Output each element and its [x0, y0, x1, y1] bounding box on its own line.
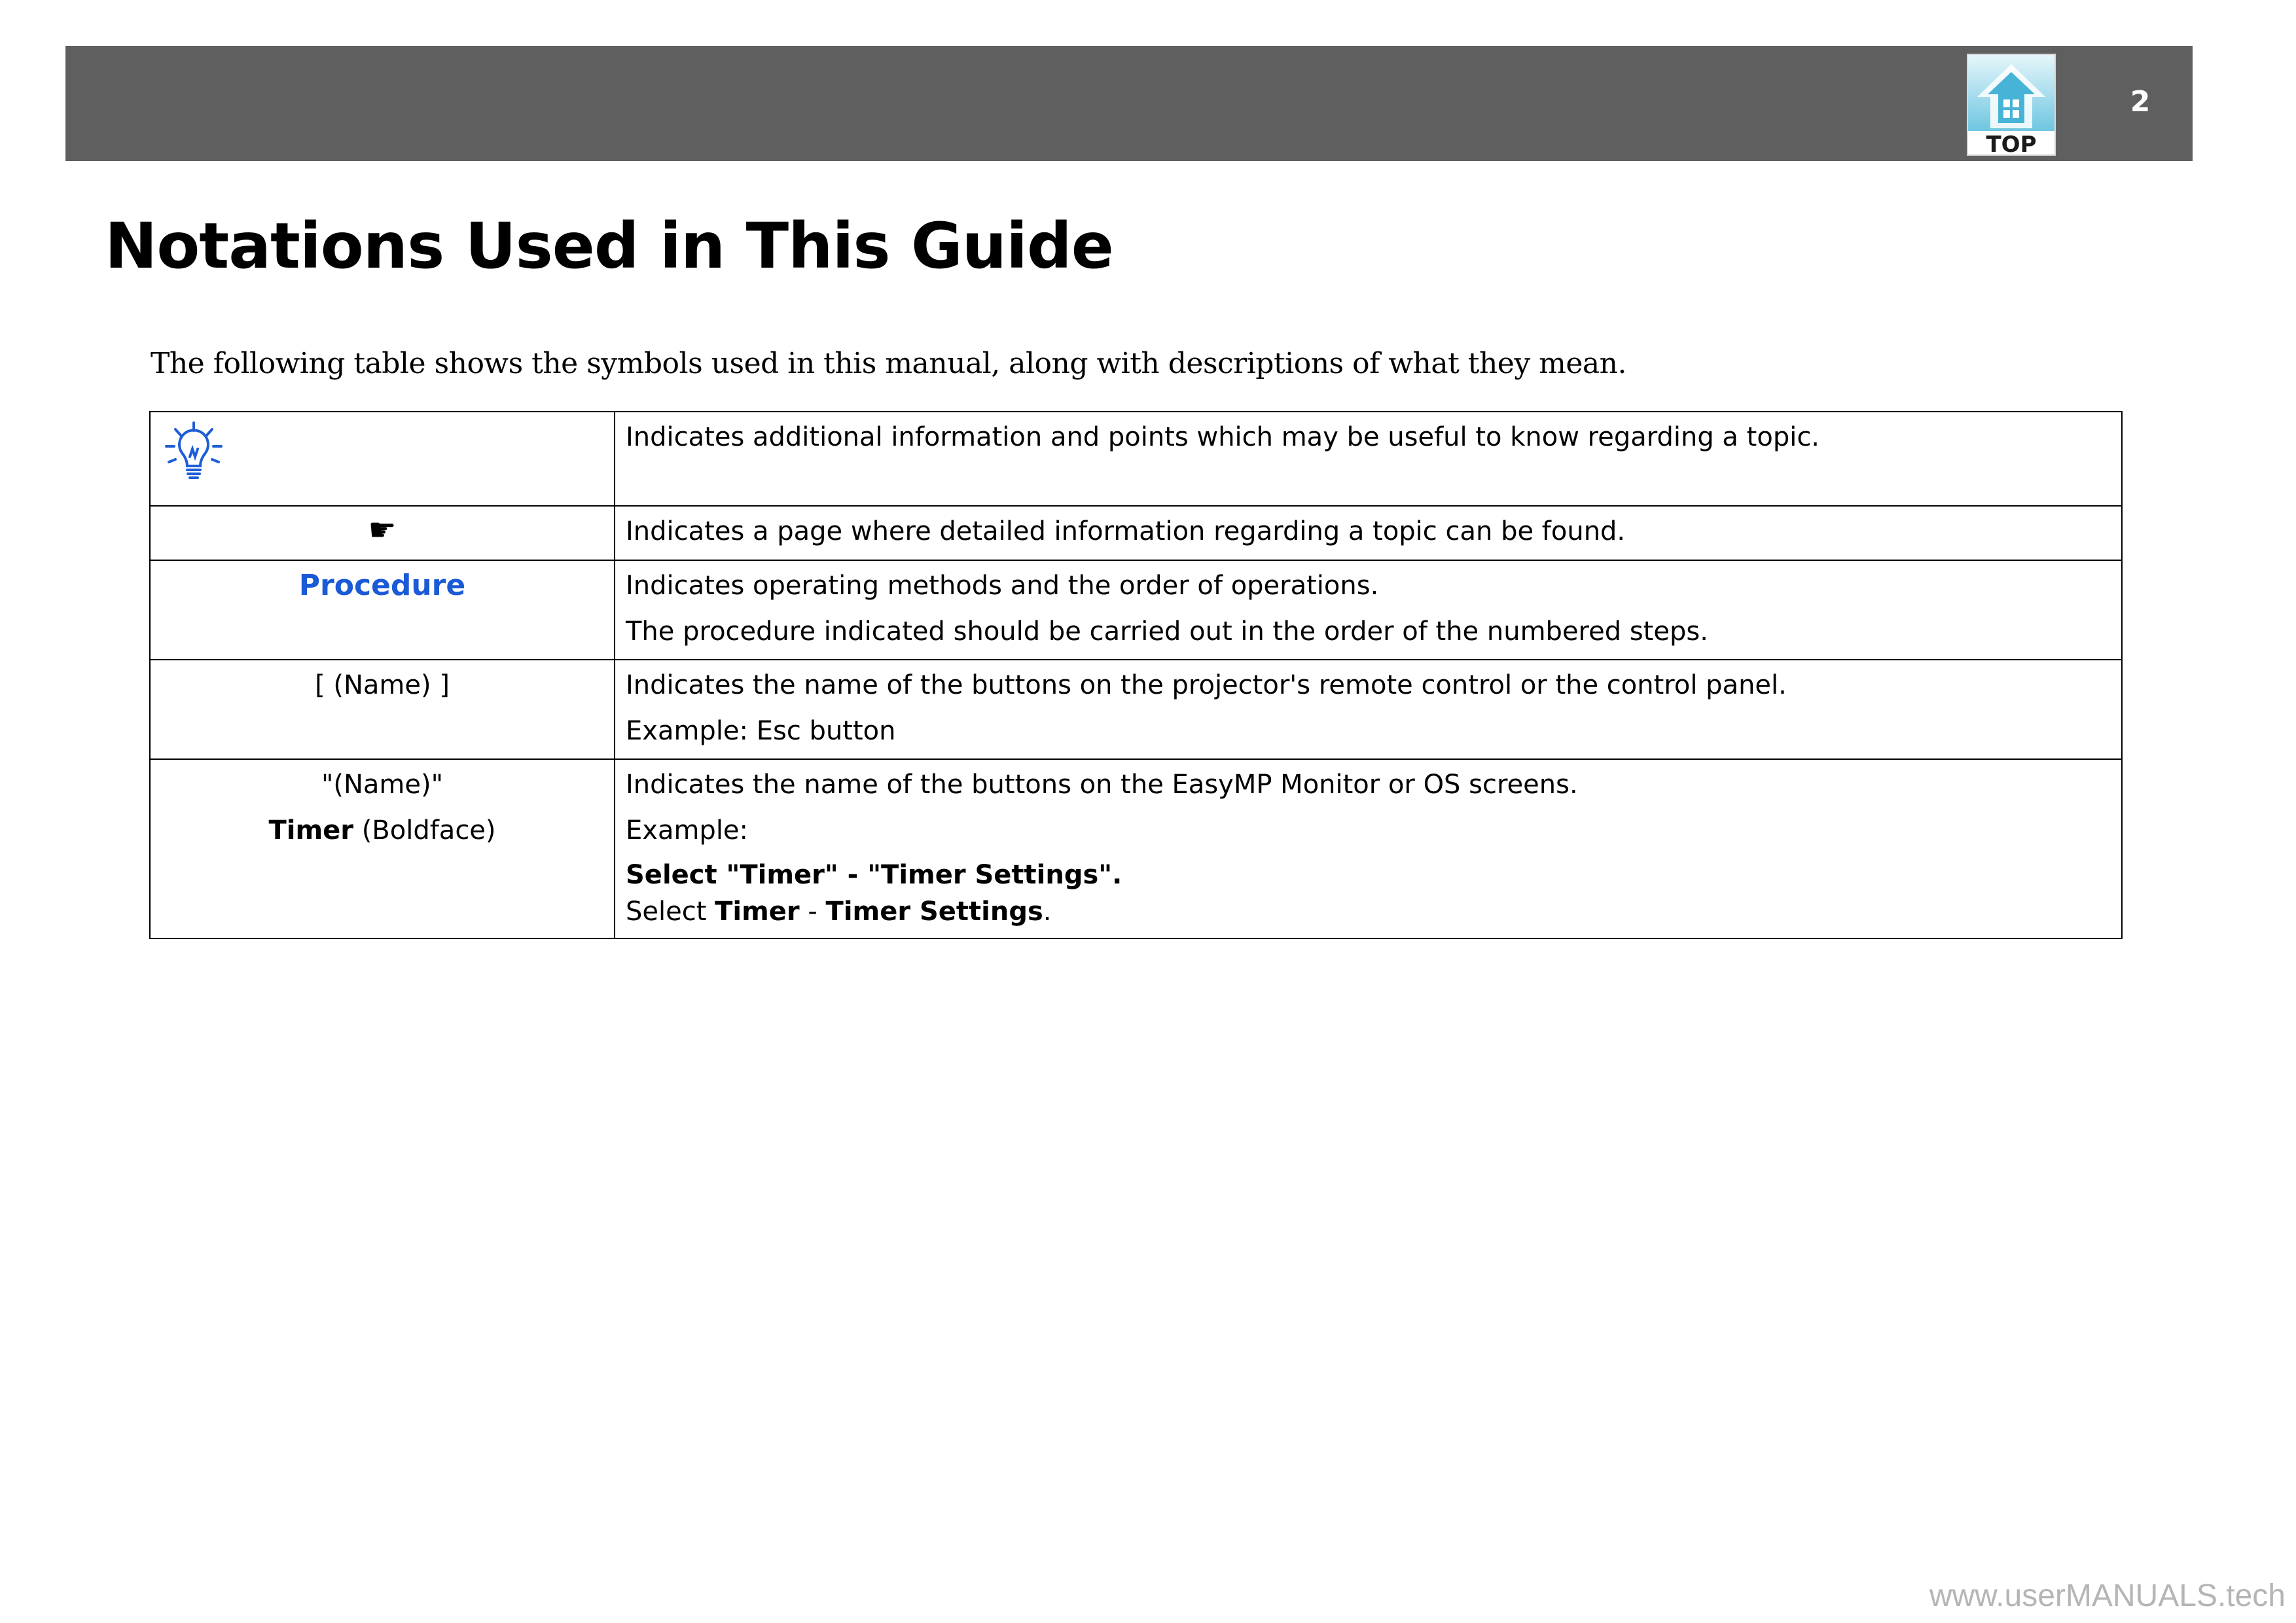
home-icon: [1968, 55, 2054, 154]
intro-text: The following table shows the symbols used in this manual, along with descriptions of what they mean.: [151, 347, 1626, 380]
symbol-cell: [150, 560, 615, 660]
watermark: www.userMANUALS.tech: [1929, 1578, 2286, 1613]
symbol-cell: [ (Name) ]: [150, 660, 615, 759]
pointing-hand-icon: ☛: [368, 512, 397, 548]
example-timer-settings: Timer Settings: [825, 897, 1043, 927]
description-line: Indicates the name of the buttons on the projector's remote control or the control panel.: [626, 670, 1787, 700]
table-row: [150, 759, 2122, 938]
example-separator: -: [799, 897, 826, 927]
description-line: Indicates the name of the buttons on the EasyMP Monitor or OS screens.: [626, 770, 1578, 800]
symbol-cell: [150, 412, 615, 506]
table-row: [150, 506, 2122, 560]
symbol-cell: [150, 506, 615, 560]
bold-example: [626, 893, 2111, 930]
description-line: Indicates operating methods and the order of operations.: [626, 571, 1379, 601]
quoted-example: Select "Timer" - "Timer Settings".: [626, 860, 1122, 890]
top-label: TOP: [1986, 132, 2037, 154]
notations-table: [149, 411, 2123, 939]
symbol-line: [161, 811, 603, 850]
description-cell: [615, 560, 2122, 660]
bold-timer-example: Timer: [268, 815, 353, 846]
page-number: 2: [2130, 85, 2151, 118]
table-row: [150, 660, 2122, 759]
description-cell: Indicates a page where detailed information regarding a topic can be found.: [615, 506, 2122, 560]
example-period: .: [1043, 897, 1052, 927]
lightbulb-icon: [161, 420, 226, 497]
table-row: [150, 412, 2122, 506]
description-cell: [615, 660, 2122, 759]
description-line: Example: Esc button: [626, 716, 896, 746]
top-button[interactable]: [1967, 54, 2056, 156]
boldface-note: (Boldface): [353, 815, 496, 846]
table-row: [150, 560, 2122, 660]
description-cell: Indicates additional information and points which may be useful to know regarding a topic.: [615, 412, 2122, 506]
symbol-cell: [150, 759, 615, 938]
description-line: The procedure indicated should be carried out in the order of the numbered steps.: [626, 616, 1708, 647]
example-timer: Timer: [715, 897, 800, 927]
description-line: Example:: [626, 815, 749, 846]
page-title: Notations Used in This Guide: [105, 209, 1113, 283]
header-bar: [65, 46, 2193, 161]
description-cell: [615, 759, 2122, 938]
procedure-label: Procedure: [298, 569, 466, 602]
example-select-text: Select: [626, 897, 715, 927]
symbol-line: "(Name)": [321, 770, 443, 800]
